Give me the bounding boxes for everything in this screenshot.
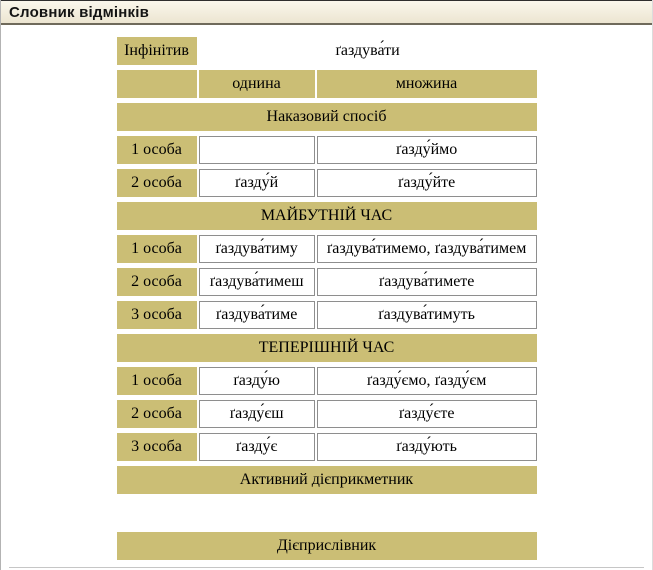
singular-column-header: однина: [199, 70, 315, 98]
section-header-adverbial-participle: Дієприслівник: [117, 532, 537, 560]
person-label: 2 особа: [117, 268, 197, 296]
person-label: 2 особа: [117, 169, 197, 197]
plural-column-header: множина: [317, 70, 537, 98]
person-label: 1 особа: [117, 136, 197, 164]
form-plural: ґаздува́тимете: [317, 268, 537, 296]
section-header-imperative: Наказовий спосіб: [117, 103, 537, 131]
section-header-present: ТЕПЕРІШНІЙ ЧАС: [117, 334, 537, 362]
form-singular: ґазду́є: [199, 433, 315, 461]
person-label: 3 особа: [117, 301, 197, 329]
form-plural: ґазду́єте: [317, 400, 537, 428]
person-label: 2 особа: [117, 400, 197, 428]
form-plural: ґазду́ємо, ґазду́єм: [317, 367, 537, 395]
form-plural: ґаздува́тимуть: [317, 301, 537, 329]
form-plural: ґазду́ють: [317, 433, 537, 461]
form-singular: ґаздува́тимеш: [199, 268, 315, 296]
infinitive-value: ґаздува́ти: [199, 37, 537, 65]
form-singular: ґазду́й: [199, 169, 315, 197]
empty-row: [117, 499, 537, 527]
section-header-future: МАЙБУТНІЙ ЧАС: [117, 202, 537, 230]
form-singular: ґазду́єш: [199, 400, 315, 428]
form-plural: ґазду́йте: [317, 169, 537, 197]
page-title: Словник відмінків: [9, 3, 150, 21]
section-header-active-participle: Активний дієприкметник: [117, 466, 537, 494]
form-singular: ґазду́ю: [199, 367, 315, 395]
form-plural: ґаздува́тимемо, ґаздува́тимем: [317, 235, 537, 263]
form-plural: ґазду́ймо: [317, 136, 537, 164]
cutoff-row-border: [9, 567, 644, 568]
person-label: 3 особа: [117, 433, 197, 461]
person-label: 1 особа: [117, 367, 197, 395]
form-singular: ґаздува́тиму: [199, 235, 315, 263]
infinitive-label: Інфінітив: [117, 37, 197, 65]
corner-cell: [117, 70, 197, 98]
page-header: [1, 0, 652, 25]
form-singular: [199, 136, 315, 164]
conjugation-table: [117, 37, 537, 560]
form-singular: ґаздува́тиме: [199, 301, 315, 329]
person-label: 1 особа: [117, 235, 197, 263]
